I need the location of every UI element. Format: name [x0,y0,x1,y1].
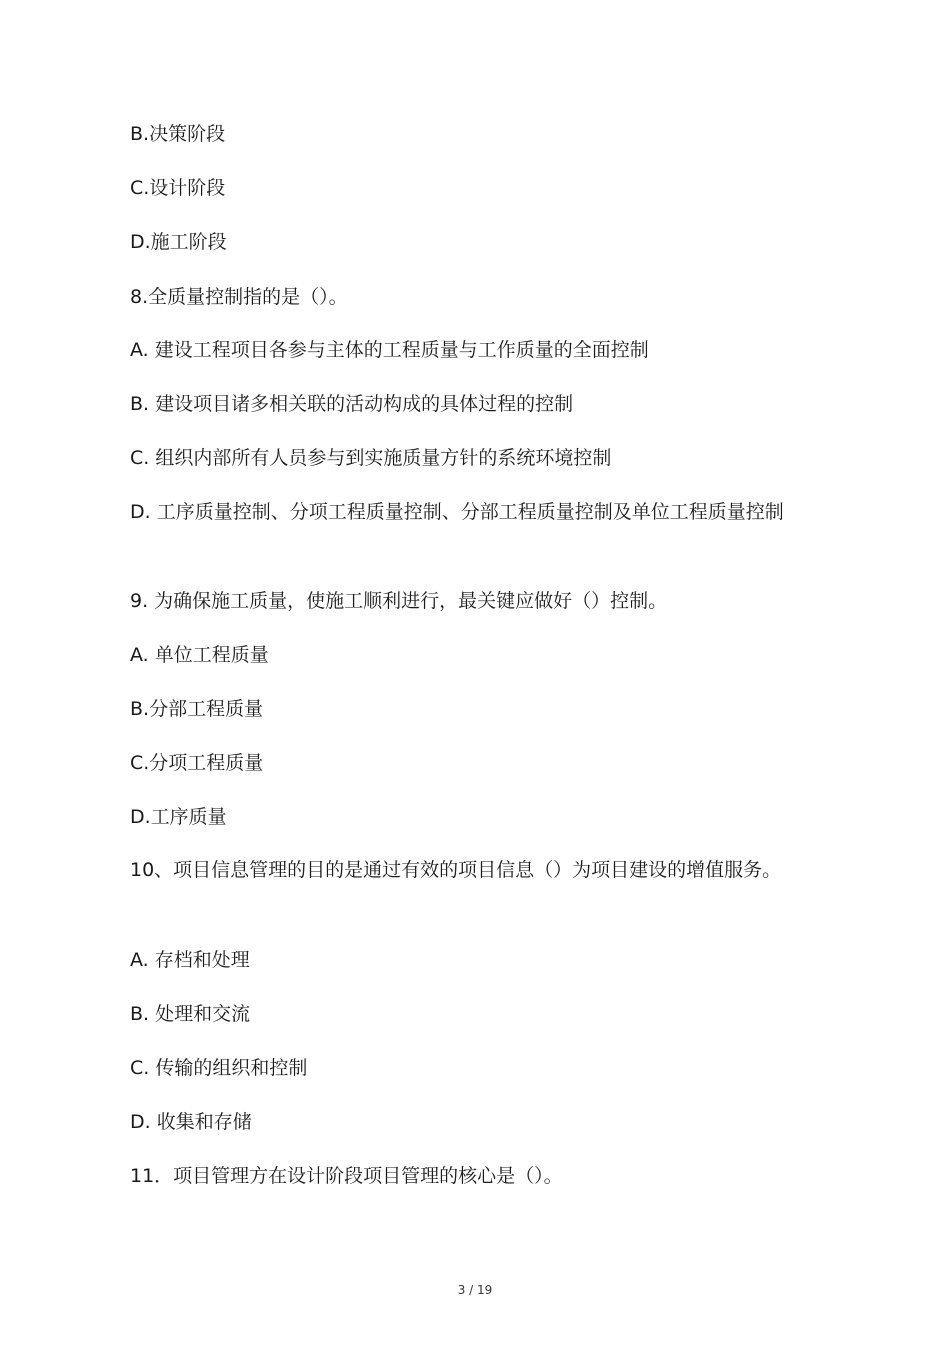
question-10: 10、项目信息管理的目的是通过有效的项目信息（）为项目建设的增值服务。 [130,859,782,881]
option-8d: D. 工序质量控制、分项工程质量控制、分部工程质量控制及单位工程质量控制 [130,501,784,523]
option-10c: C. 传输的组织和控制 [130,1057,308,1079]
option-9d: D.工序质量 [130,806,227,828]
option-8b: B. 建设项目诸多相关联的活动构成的具体过程的控制 [130,393,574,415]
option-9b: B.分部工程质量 [130,698,264,720]
question-9: 9. 为确保施工质量，使施工顺利进行，最关键应做好（）控制。 [130,590,668,612]
option-8a: A. 建设工程项目各参与主体的工程质量与工作质量的全面控制 [130,339,649,361]
option-8c: C. 组织内部所有人员参与到实施质量方针的系统环境控制 [130,447,612,469]
page-number: 3 / 19 [457,1283,493,1297]
question-8: 8.全质量控制指的是（）。 [130,286,348,308]
option-9c: C.分项工程质量 [130,752,264,774]
option-10d: D. 收集和存储 [130,1111,252,1133]
question-11: 11．项目管理方在设计阶段项目管理的核心是（）。 [130,1165,563,1187]
option-7c: C.设计阶段 [130,177,226,199]
option-7d: D.施工阶段 [130,231,227,253]
option-10a: A. 存档和处理 [130,949,250,971]
option-9a: A. 单位工程质量 [130,644,269,666]
option-7b: B.决策阶段 [130,123,226,145]
option-10b: B. 处理和交流 [130,1003,251,1025]
